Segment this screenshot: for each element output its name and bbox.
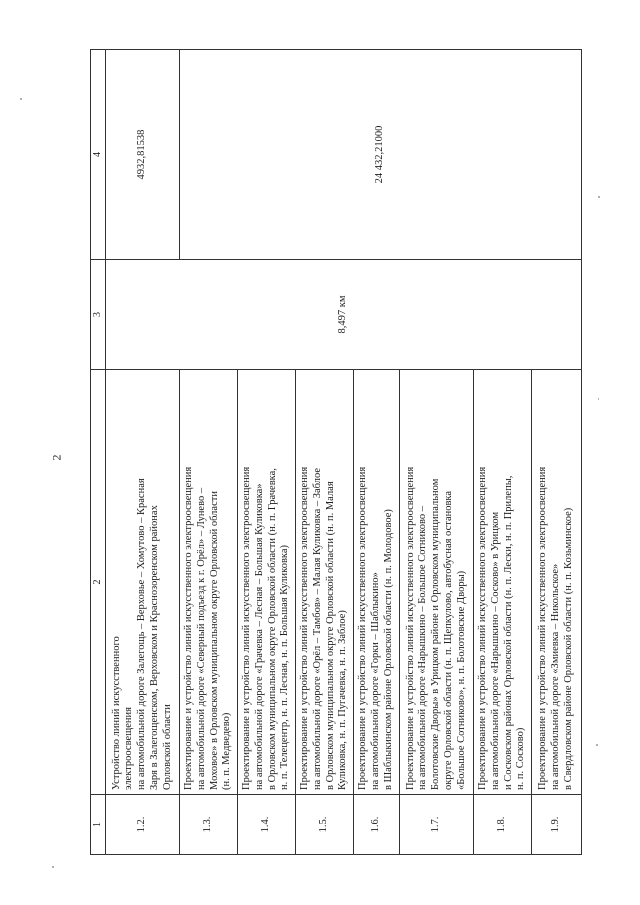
row-number: 1.8. — [474, 795, 532, 855]
row-description: Проектирование и устройство линий искусственного электроосвещения на автомобильной дороге «Горки – Шаблыкино» в Шаблыкинском районе Орловской области (н. п. Молодовое) — [354, 370, 400, 795]
scan-speck — [596, 744, 598, 746]
row-description: Проектирование и устройство линий искусственного электроосвещения на автомобильной дороге «Орёл – Тамбов» – Малая Куликовка – Заблое в Орловском муниципальном округе Орловской области (н. п. Малая Куликовка, н. п. Пугачевка, н. п. Заблое) — [296, 370, 354, 795]
row-number: 1.9. — [532, 795, 582, 855]
scan-speck — [52, 866, 54, 868]
cost-cell: 4932,81538 — [106, 50, 180, 260]
cost-cell: 24 432,21000 — [180, 50, 582, 260]
row-number: 1.7. — [400, 795, 474, 855]
row-number: 1.2. — [106, 795, 180, 855]
table-row — [180, 50, 238, 855]
row-number: 1.3. — [180, 795, 238, 855]
row-number: 1.5. — [296, 795, 354, 855]
row-number: 1.4. — [238, 795, 296, 855]
lighting-projects-table — [90, 49, 582, 855]
row-description: Проектирование и устройство линий искусственного электроосвещения на автомобильной дороге «Змиевка – Никольское» в Свердловском районе Орловской области (н. п. Козьминское) — [532, 370, 582, 795]
row-description: Проектирование и устройство линий искусственного электроосвещения на автомобильной дороге «Нарышкино – Сосково» в Урицком и Сосковском районах Орловской области (н. п. Лески, н. п. Прилепы, н. п. Сосково) — [474, 370, 532, 795]
header-col-3: 3 — [91, 260, 106, 370]
scan-speck — [598, 398, 599, 400]
row-description: Проектирование и устройство линий искусственного электроосвещения на автомобильной дороге «Нарышкино – Большое Сотниково – Болотовские Дворы» в Урицком районе и Орловском муниципальном округе Орловской области (н. п. Щепкулово, автобусная остановка «Большое Сотниково», н. п. Болотовские Дворы) — [400, 370, 474, 795]
row-description: Проектирование и устройство линий искусственного электроосвещения на автомобильной дороге «Грачевка – Лесная – Большая Куликовка» в Орловском муниципальном округе Орловской области (н. п. Грачевка, н. п. Телецентр, н. п. Лесная, н. п. Большая Куликовка) — [238, 370, 296, 795]
rotated-page-content — [90, 50, 580, 855]
length-cell: 8,497 км — [106, 260, 582, 370]
scan-speck — [20, 98, 22, 100]
row-description: Устройство линий искусственного электроосвещения на автомобильной дороге Залегощь – Верховье – Хомутово – Красная Заря в Залегощенском, Верховском и Краснозоренском районах Орловской области — [106, 370, 180, 795]
header-row — [91, 50, 106, 855]
page-number: 2 — [49, 454, 64, 461]
header-col-1: 1 — [91, 795, 106, 855]
row-description: Проектирование и устройство линий искусственного электроосвещения на автомобильной дороге «Северный подъезд к г. Орёл» – Лунево – Моховое» в Орловском муниципальном округе Орловской области (н. п. Медведево) — [180, 370, 238, 795]
header-col-2: 2 — [91, 370, 106, 795]
row-number: 1.6. — [354, 795, 400, 855]
header-col-4: 4 — [91, 50, 106, 260]
table-row — [106, 50, 180, 855]
scan-speck — [598, 196, 600, 198]
